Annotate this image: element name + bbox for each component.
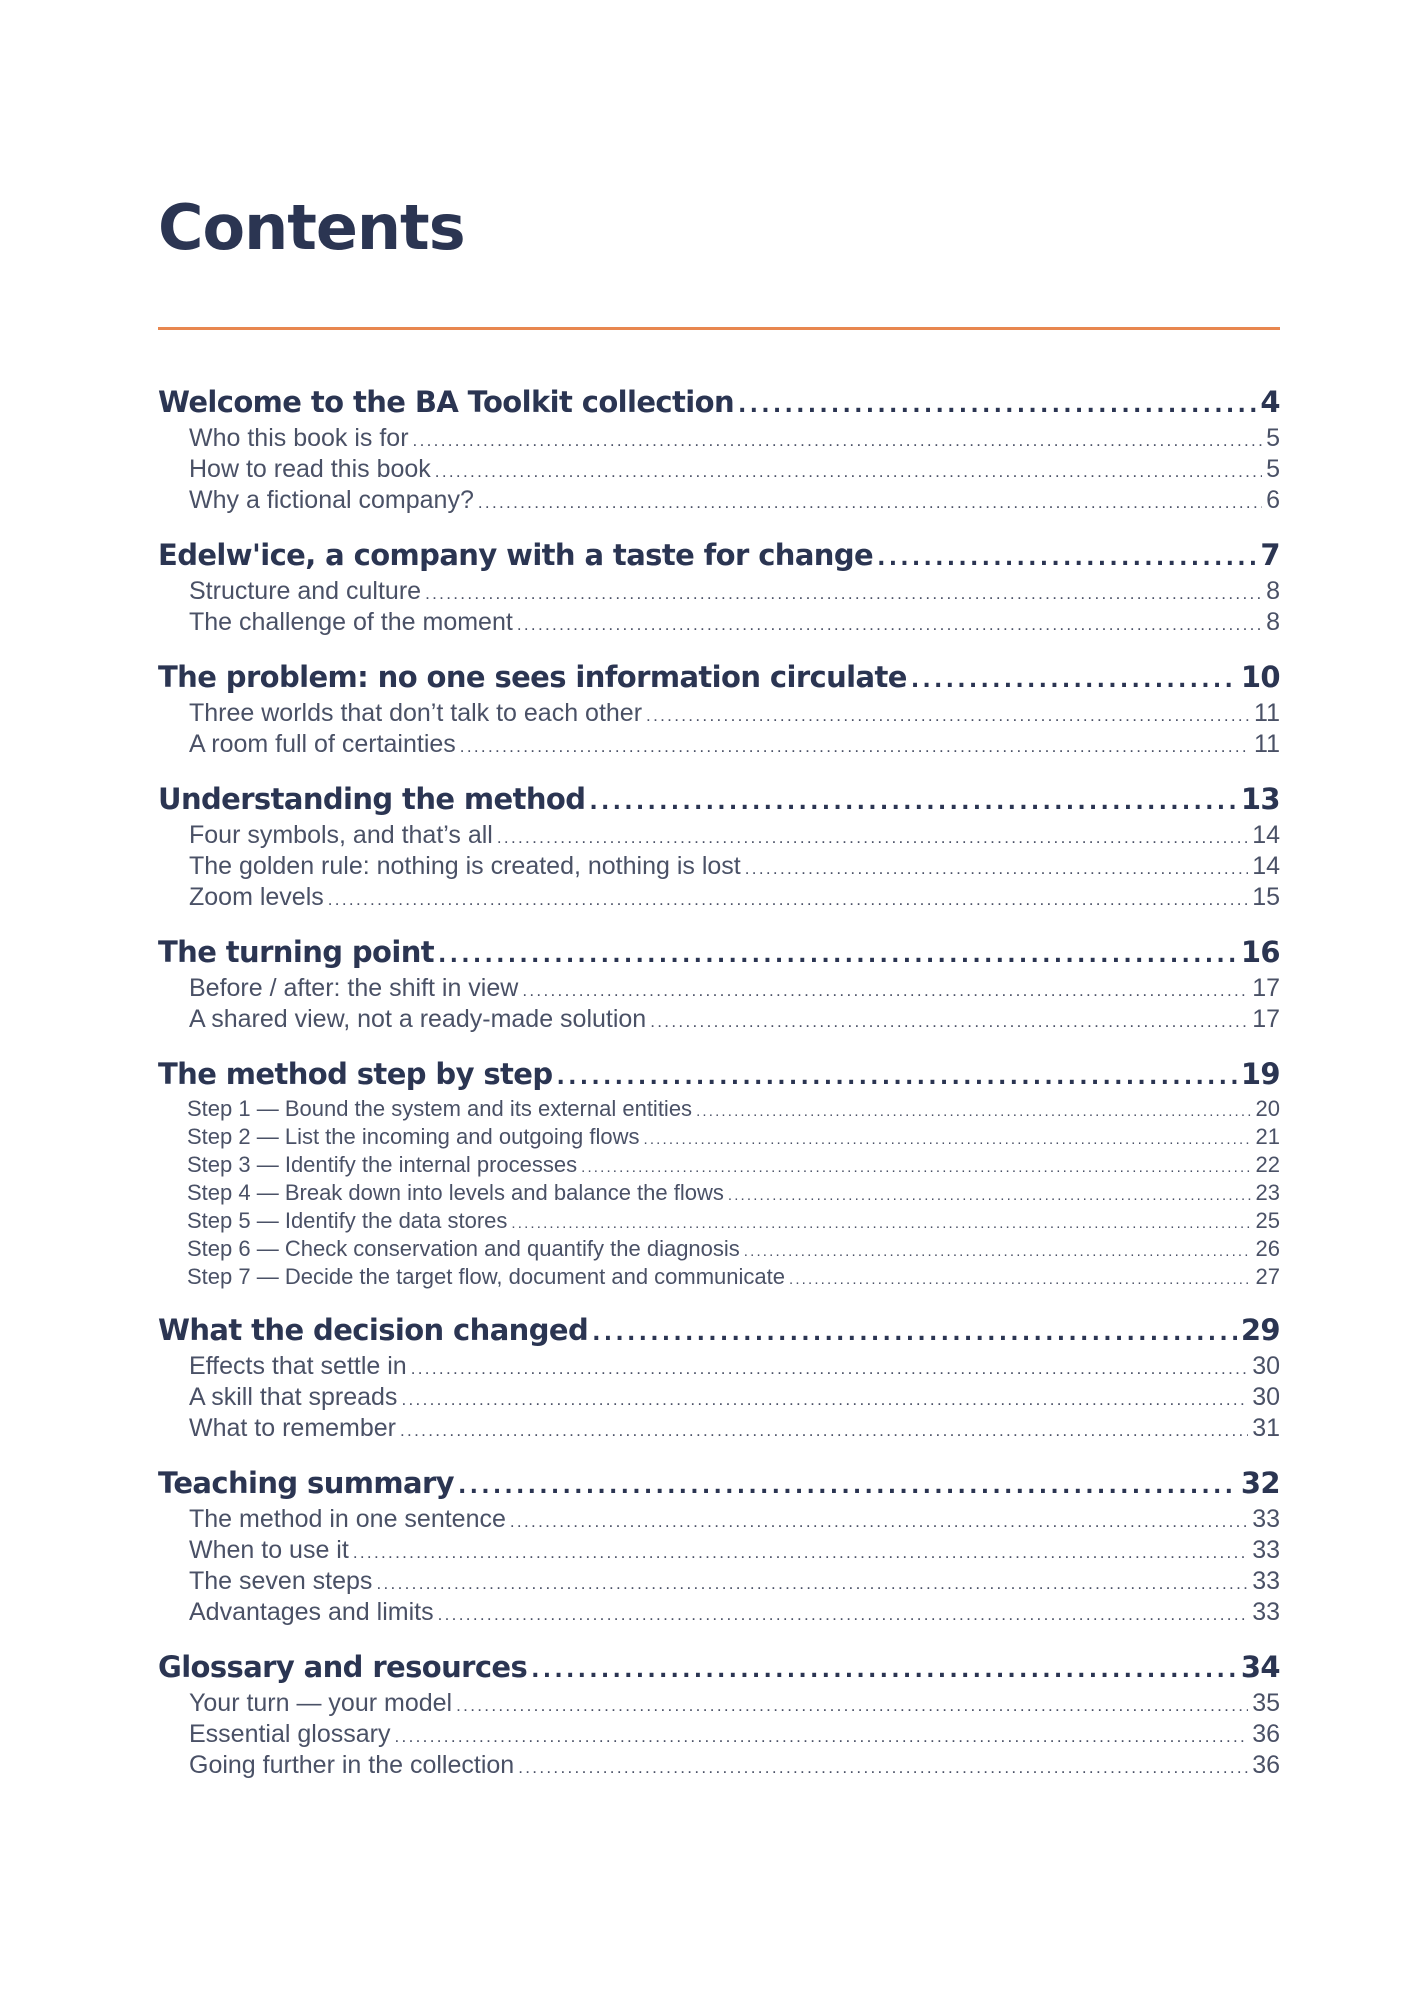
chapter-page-number: 16	[1240, 935, 1280, 969]
dot-leader	[413, 426, 1263, 455]
dot-leader	[728, 1183, 1252, 1208]
section-page-number: 33	[1252, 1567, 1280, 1595]
section-page-number: 30	[1252, 1352, 1280, 1380]
step-title: Step 4 — Break down into levels and balance the flows	[187, 1180, 724, 1205]
section-title: Who this book is for	[189, 424, 409, 452]
toc-chapter	[158, 1056, 1280, 1292]
chapter-title: Glossary and resources	[158, 1650, 528, 1684]
step-title: Step 6 — Check conservation and quantify the diagnosis	[187, 1236, 740, 1261]
section-title: Before / after: the shift in view	[189, 974, 519, 1002]
section-title: A skill that spreads	[189, 1383, 398, 1411]
dot-leader	[531, 1653, 1237, 1689]
dot-leader	[589, 785, 1236, 821]
section-row[interactable]	[158, 577, 1280, 608]
dot-leader	[518, 1753, 1248, 1782]
dot-leader	[517, 610, 1262, 639]
dot-leader	[522, 976, 1248, 1005]
step-row[interactable]	[158, 1180, 1280, 1208]
step-row[interactable]	[158, 1124, 1280, 1152]
step-title: Step 1 — Bound the system and its external entities	[187, 1096, 693, 1121]
step-row[interactable]	[158, 1264, 1280, 1292]
section-title: Structure and culture	[189, 577, 422, 605]
dot-leader	[497, 823, 1248, 852]
dot-leader	[696, 1099, 1251, 1124]
chapter-page-number: 29	[1240, 1313, 1280, 1347]
section-title: Why a fictional company?	[189, 486, 474, 514]
dot-leader	[650, 1007, 1248, 1036]
section-page-number: 35	[1252, 1689, 1280, 1717]
section-row[interactable]	[158, 608, 1280, 639]
section-page-number: 15	[1252, 883, 1280, 911]
section-page-number: 8	[1266, 608, 1280, 636]
dot-leader	[438, 1600, 1249, 1629]
chapter-row[interactable]	[158, 934, 1280, 974]
dot-leader	[458, 1469, 1237, 1505]
page-title: Contents	[158, 191, 465, 264]
section-page-number: 11	[1254, 699, 1280, 727]
title-divider	[158, 327, 1280, 330]
dot-leader	[581, 1155, 1251, 1180]
dot-leader	[394, 1722, 1248, 1751]
section-row[interactable]	[158, 1751, 1280, 1782]
dot-leader	[738, 388, 1256, 424]
section-page-number: 33	[1252, 1598, 1280, 1626]
section-row[interactable]	[158, 852, 1280, 883]
section-row[interactable]	[158, 1505, 1280, 1536]
section-row[interactable]	[158, 1383, 1280, 1414]
section-row[interactable]	[158, 424, 1280, 455]
section-page-number: 8	[1266, 577, 1280, 605]
dot-leader	[646, 701, 1250, 730]
section-title: Your turn — your model	[189, 1689, 453, 1717]
dot-leader	[328, 885, 1248, 914]
section-title: A shared view, not a ready-made solution	[189, 1005, 647, 1033]
toc-chapter	[158, 1649, 1280, 1782]
section-page-number: 33	[1252, 1536, 1280, 1564]
chapter-row[interactable]	[158, 1649, 1280, 1689]
chapter-page-number: 7	[1260, 538, 1280, 572]
section-title: What to remember	[189, 1414, 397, 1442]
dot-leader	[460, 732, 1250, 761]
section-title: Effects that settle in	[189, 1352, 407, 1380]
step-row[interactable]	[158, 1236, 1280, 1264]
dot-leader	[401, 1385, 1248, 1414]
dot-leader	[592, 1316, 1237, 1352]
chapter-row[interactable]	[158, 1465, 1280, 1505]
chapter-title: The method step by step	[158, 1057, 553, 1091]
section-page-number: 17	[1252, 1005, 1280, 1033]
chapter-title: The problem: no one sees information circulate	[158, 660, 907, 694]
toc-chapter	[158, 659, 1280, 761]
step-title: Step 5 — Identify the data stores	[187, 1208, 508, 1233]
section-page-number: 14	[1252, 852, 1280, 880]
chapter-page-number: 34	[1240, 1650, 1280, 1684]
section-page-number: 36	[1252, 1751, 1280, 1779]
dot-leader	[478, 488, 1262, 517]
section-page-number: 33	[1252, 1505, 1280, 1533]
dot-leader	[425, 579, 1262, 608]
toc-chapter	[158, 537, 1280, 639]
chapter-row[interactable]	[158, 781, 1280, 821]
section-page-number: 5	[1266, 455, 1280, 483]
section-title: A room full of certainties	[189, 730, 456, 758]
section-title: Four symbols, and that’s all	[189, 821, 493, 849]
section-title: When to use it	[189, 1536, 349, 1564]
table-of-contents	[158, 384, 1280, 1802]
section-title: The golden rule: nothing is created, nothing is lost	[189, 852, 741, 880]
chapter-row[interactable]	[158, 1056, 1280, 1096]
step-row[interactable]	[158, 1208, 1280, 1236]
chapter-title: Understanding the method	[158, 782, 586, 816]
step-page-number: 25	[1255, 1208, 1280, 1233]
section-title: The seven steps	[189, 1567, 373, 1595]
section-row[interactable]	[158, 1352, 1280, 1383]
section-title: Three worlds that don’t talk to each other	[189, 699, 643, 727]
section-row[interactable]	[158, 821, 1280, 852]
dot-leader	[644, 1127, 1252, 1152]
dot-leader	[438, 938, 1237, 974]
section-row[interactable]	[158, 1005, 1280, 1036]
section-row[interactable]	[158, 699, 1280, 730]
dot-leader	[456, 1691, 1248, 1720]
step-page-number: 26	[1255, 1236, 1280, 1261]
step-title: Step 2 — List the incoming and outgoing flows	[187, 1124, 640, 1149]
dot-leader	[745, 854, 1248, 883]
section-page-number: 5	[1266, 424, 1280, 452]
section-row[interactable]	[158, 1720, 1280, 1751]
step-row[interactable]	[158, 1096, 1280, 1124]
dot-leader	[511, 1211, 1251, 1236]
chapter-row[interactable]	[158, 659, 1280, 699]
section-page-number: 17	[1252, 974, 1280, 1002]
step-page-number: 20	[1255, 1096, 1280, 1121]
chapter-title: What the decision changed	[158, 1313, 589, 1347]
section-page-number: 31	[1252, 1414, 1280, 1442]
chapter-page-number: 4	[1260, 385, 1280, 419]
section-row[interactable]	[158, 1598, 1280, 1629]
chapter-row[interactable]	[158, 384, 1280, 424]
chapter-title: Welcome to the BA Toolkit collection	[158, 385, 734, 419]
section-row[interactable]	[158, 1536, 1280, 1567]
section-row[interactable]	[158, 1689, 1280, 1720]
section-title: The challenge of the moment	[189, 608, 513, 636]
dot-leader	[510, 1507, 1248, 1536]
section-row[interactable]	[158, 486, 1280, 517]
step-page-number: 27	[1255, 1264, 1280, 1289]
section-row[interactable]	[158, 1567, 1280, 1598]
section-row[interactable]	[158, 974, 1280, 1005]
chapter-title: Edelw'ice, a company with a taste for change	[158, 538, 874, 572]
toc-chapter	[158, 934, 1280, 1036]
dot-leader	[789, 1267, 1252, 1292]
toc-chapter	[158, 1465, 1280, 1629]
toc-chapter	[158, 781, 1280, 914]
section-title: How to read this book	[189, 455, 431, 483]
section-row[interactable]	[158, 455, 1280, 486]
chapter-page-number: 32	[1240, 1466, 1280, 1500]
dot-leader	[411, 1354, 1248, 1383]
chapter-title: The turning point	[158, 935, 435, 969]
dot-leader	[557, 1060, 1237, 1096]
step-page-number: 21	[1255, 1124, 1280, 1149]
chapter-title: Teaching summary	[158, 1466, 454, 1500]
section-row[interactable]	[158, 1414, 1280, 1445]
dot-leader	[353, 1538, 1248, 1567]
section-row[interactable]	[158, 730, 1280, 761]
chapter-page-number: 13	[1240, 782, 1280, 816]
dot-leader	[744, 1239, 1252, 1264]
step-page-number: 22	[1255, 1152, 1280, 1177]
chapter-row[interactable]	[158, 1312, 1280, 1352]
step-title: Step 7 — Decide the target flow, document and communicate	[187, 1264, 785, 1289]
step-page-number: 23	[1255, 1180, 1280, 1205]
dot-leader	[911, 663, 1237, 699]
section-title: Zoom levels	[189, 883, 324, 911]
section-title: The method in one sentence	[189, 1505, 506, 1533]
step-title: Step 3 — Identify the internal processes	[187, 1152, 578, 1177]
section-page-number: 30	[1252, 1383, 1280, 1411]
toc-chapter	[158, 1312, 1280, 1445]
chapter-page-number: 19	[1240, 1057, 1280, 1091]
toc-chapter	[158, 384, 1280, 517]
dot-leader	[376, 1569, 1248, 1598]
section-page-number: 6	[1266, 486, 1280, 514]
section-title: Going further in the collection	[189, 1751, 515, 1779]
dot-leader	[400, 1416, 1248, 1445]
dot-leader	[877, 541, 1256, 577]
section-row[interactable]	[158, 883, 1280, 914]
chapter-page-number: 10	[1240, 660, 1280, 694]
chapter-row[interactable]	[158, 537, 1280, 577]
section-page-number: 11	[1254, 730, 1280, 758]
dot-leader	[435, 457, 1262, 486]
section-title: Advantages and limits	[189, 1598, 434, 1626]
step-row[interactable]	[158, 1152, 1280, 1180]
section-page-number: 14	[1252, 821, 1280, 849]
section-page-number: 36	[1252, 1720, 1280, 1748]
section-title: Essential glossary	[189, 1720, 391, 1748]
